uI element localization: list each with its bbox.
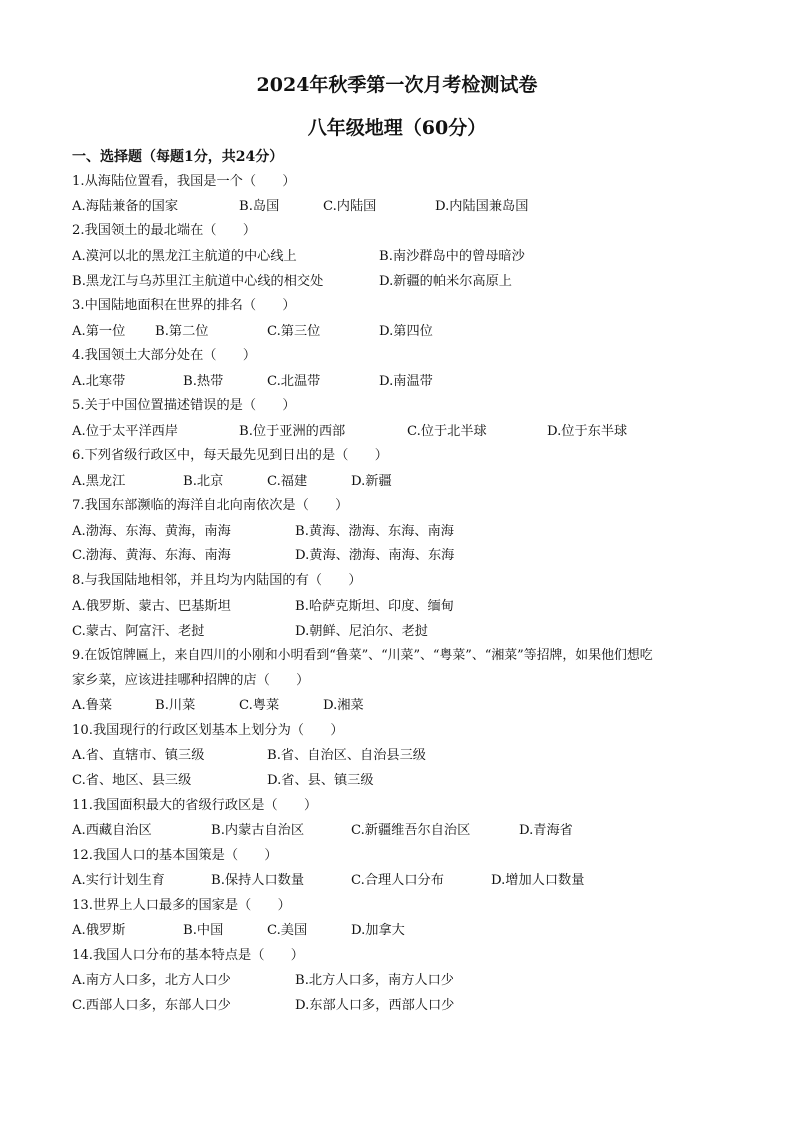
option-b: B.川菜: [155, 698, 196, 713]
option-c: C.第三位: [267, 324, 321, 339]
option-c: C.蒙古、阿富汗、老挝: [72, 624, 205, 639]
option-d: D.新疆: [351, 474, 392, 489]
option-a: A.北寒带: [72, 374, 126, 389]
question-3-stem: 3.中国陆地面积在世界的排名（ ）: [72, 298, 296, 313]
question-9-stem-line1: 9.在饭馆牌匾上，来自四川的小刚和小明看到“鲁菜”、“川菜”、“粤菜”、“湘菜”等招牌，如果他们想吃: [72, 648, 653, 663]
option-a: A.俄罗斯、蒙古、巴基斯坦: [72, 599, 231, 614]
option-a: A.渤海、东海、黄海，南海: [72, 524, 231, 539]
option-a: A.俄罗斯: [72, 923, 126, 938]
question-5-stem: 5.关于中国位置描述错误的是（ ）: [72, 398, 296, 413]
option-d: D.湘菜: [323, 698, 364, 713]
option-b: B.位于亚洲的西部: [239, 424, 346, 439]
option-c: B.黑龙江与乌苏里江主航道中心线的相交处: [72, 274, 324, 289]
option-b: B.内蒙古自治区: [211, 823, 305, 838]
option-d: D.位于东半球: [547, 424, 628, 439]
option-b: B.北京: [183, 474, 224, 489]
section-heading: 一、选择题（每题1分，共24分）: [72, 149, 284, 165]
question-8-stem: 8.与我国陆地相邻，并且均为内陆国的有（ ）: [72, 573, 362, 588]
option-a: A.鲁菜: [72, 698, 113, 713]
option-d: D.第四位: [379, 324, 433, 339]
question-7-stem: 7.我国东部濒临的海洋自北向南依次是（ ）: [72, 498, 349, 513]
option-d: D.朝鲜、尼泊尔、老挝: [295, 624, 428, 639]
option-b: B.保持人口数量: [211, 873, 305, 888]
option-c: C.北温带: [267, 374, 321, 389]
option-d: D.东部人口多，西部人口少: [295, 998, 455, 1013]
question-11-stem: 11.我国面积最大的省级行政区是（ ）: [72, 798, 318, 813]
option-a: A.省、直辖市、镇三级: [72, 748, 205, 763]
option-d: D.黄海、渤海、南海、东海: [295, 548, 455, 563]
option-d: D.新疆的帕米尔高原上: [379, 274, 512, 289]
exam-title: 2024年秋季第一次月考检测试卷: [256, 74, 538, 96]
question-10-stem: 10.我国现行的行政区划基本上划分为（ ）: [72, 723, 344, 738]
option-c: C.内陆国: [323, 199, 377, 214]
option-c: C.合理人口分布: [351, 873, 444, 888]
option-c: C.美国: [267, 923, 308, 938]
option-a: A.第一位: [72, 324, 126, 339]
option-b: B.南沙群岛中的曾母暗沙: [379, 249, 525, 264]
question-9-stem-line2: 家乡菜，应该进挂哪种招牌的店（ ）: [72, 673, 310, 688]
option-d: D.青海省: [519, 823, 573, 838]
option-d: D.加拿大: [351, 923, 405, 938]
option-d: D.增加人口数量: [491, 873, 585, 888]
option-c: C.西部人口多，东部人口少: [72, 998, 231, 1013]
option-b: B.岛国: [239, 199, 280, 214]
option-a: A.海陆兼备的国家: [72, 199, 179, 214]
option-c: C.粤菜: [239, 698, 280, 713]
option-b: B.哈萨克斯坦、印度、缅甸: [295, 599, 454, 614]
option-b: B.第二位: [155, 324, 209, 339]
option-a: A.西藏自治区: [72, 823, 152, 838]
exam-subtitle: 八年级地理（60分）: [307, 117, 487, 139]
option-d: D.内陆国兼岛国: [435, 199, 529, 214]
option-d: D.南温带: [379, 374, 433, 389]
option-c: C.位于北半球: [407, 424, 487, 439]
option-a: A.南方人口多，北方人口少: [72, 973, 231, 988]
option-a: A.实行计划生育: [72, 873, 165, 888]
option-b: B.省、自治区、自治县三级: [267, 748, 426, 763]
option-b: B.黄海、渤海、东海、南海: [295, 524, 454, 539]
question-4-stem: 4.我国领土大部分处在（ ）: [72, 348, 257, 363]
option-c: C.省、地区、县三级: [72, 773, 192, 788]
question-6-stem: 6.下列省级行政区中，每天最先见到日出的是（ ）: [72, 448, 388, 463]
option-c: C.福建: [267, 474, 308, 489]
option-a: A.黑龙江: [72, 474, 126, 489]
option-d: D.省、县、镇三级: [267, 773, 374, 788]
option-b: B.中国: [183, 923, 224, 938]
option-a: A.位于太平洋西岸: [72, 424, 179, 439]
question-14-stem: 14.我国人口分布的基本特点是（ ）: [72, 948, 304, 963]
option-a: A.漠河以北的黑龙江主航道的中心线上: [72, 249, 297, 264]
question-13-stem: 13.世界上人口最多的国家是（ ）: [72, 898, 291, 913]
question-1-stem: 1.从海陆位置看，我国是一个（ ）: [72, 174, 296, 189]
option-c: C.渤海、黄海、东海、南海: [72, 548, 231, 563]
option-b: B.北方人口多，南方人口少: [295, 973, 454, 988]
option-c: C.新疆维吾尔自治区: [351, 823, 471, 838]
option-b: B.热带: [183, 374, 224, 389]
question-2-stem: 2.我国领土的最北端在（ ）: [72, 223, 257, 238]
question-12-stem: 12.我国人口的基本国策是（ ）: [72, 848, 278, 863]
